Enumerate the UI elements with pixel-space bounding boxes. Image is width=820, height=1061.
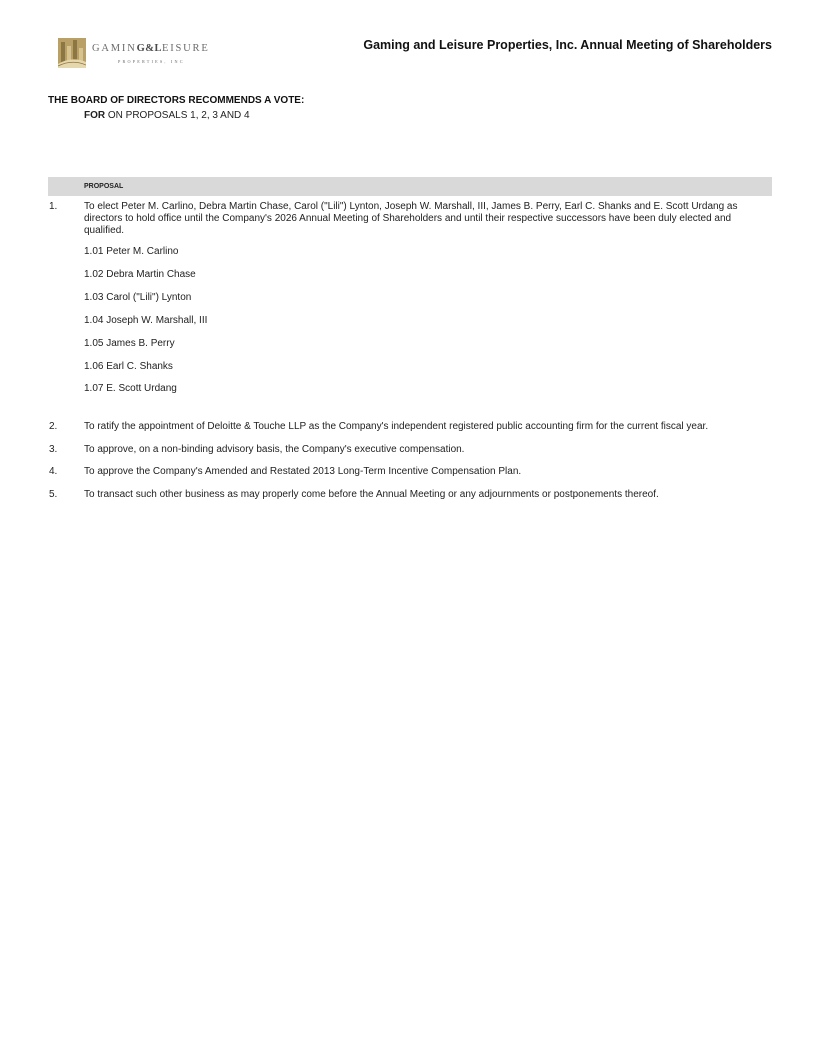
logo-text-prefix: GAMIN	[92, 43, 137, 54]
nominee-item: 1.05 James B. Perry	[84, 338, 175, 349]
page-title: Gaming and Leisure Properties, Inc. Annual Meeting of Shareholders	[363, 38, 772, 52]
proposal-item	[48, 421, 772, 435]
proposal-number: 1.	[49, 201, 58, 212]
nominee-item: 1.03 Carol ("Lili") Lynton	[84, 292, 192, 303]
logo-wordmark	[92, 43, 210, 54]
proposal-text: To approve the Company's Amended and Restated 2013 Long-Term Incentive Compensation Plan.	[84, 466, 522, 477]
nominee-item: 1.01 Peter M. Carlino	[84, 246, 179, 257]
proposal-number: 2.	[49, 421, 58, 432]
company-logo	[58, 38, 228, 70]
proposal-text: To transact such other business as may properly come before the Annual Meeting or any adjournments or postponements thereof.	[84, 489, 659, 500]
proposal-item	[48, 444, 772, 458]
proposal-item	[48, 466, 772, 480]
nominee-item: 1.02 Debra Martin Chase	[84, 269, 196, 280]
nominee-item: 1.06 Earl C. Shanks	[84, 361, 173, 372]
proposal-number: 3.	[49, 444, 58, 455]
proposal-text: To elect Peter M. Carlino, Debra Martin Chase, Carol ("Lili") Lynton, Joseph W. Marshall, III, James B. Perry, Earl C. Shanks and E. Scott Urdang as directors to hold office until the Company's 2026 Annual Meeting of Shareholders and until their respective successors have been duly elected and qualified.	[84, 201, 738, 236]
logo-subtitle: PROPERTIES, INC	[118, 59, 185, 64]
proposal-number: 5.	[49, 489, 58, 500]
proposal-text: To approve, on a non-binding advisory basis, the Company's executive compensation.	[84, 444, 465, 455]
logo-text-suffix: EISURE	[162, 43, 210, 54]
vote-word: FOR	[84, 110, 106, 121]
proposal-header-bar	[48, 177, 772, 196]
building-logo-icon	[58, 38, 86, 68]
recommendation-line	[84, 110, 250, 121]
proposal-item	[48, 489, 772, 503]
recommendation-heading: THE BOARD OF DIRECTORS RECOMMENDS A VOTE:	[48, 95, 305, 106]
nominee-item: 1.07 E. Scott Urdang	[84, 383, 177, 394]
vote-rest: ON PROPOSALS 1, 2, 3 AND 4	[107, 110, 250, 121]
page-header	[0, 0, 820, 80]
nominee-item: 1.04 Joseph W. Marshall, III	[84, 315, 208, 326]
proposal-text: To ratify the appointment of Deloitte & Touche LLP as the Company's independent registered public accounting firm for the current fiscal year.	[84, 421, 709, 432]
proposal-header-label: PROPOSAL	[84, 183, 124, 190]
proposal-number: 4.	[49, 466, 58, 477]
proposal-item	[48, 201, 772, 239]
logo-text-amp: G&L	[136, 43, 163, 54]
